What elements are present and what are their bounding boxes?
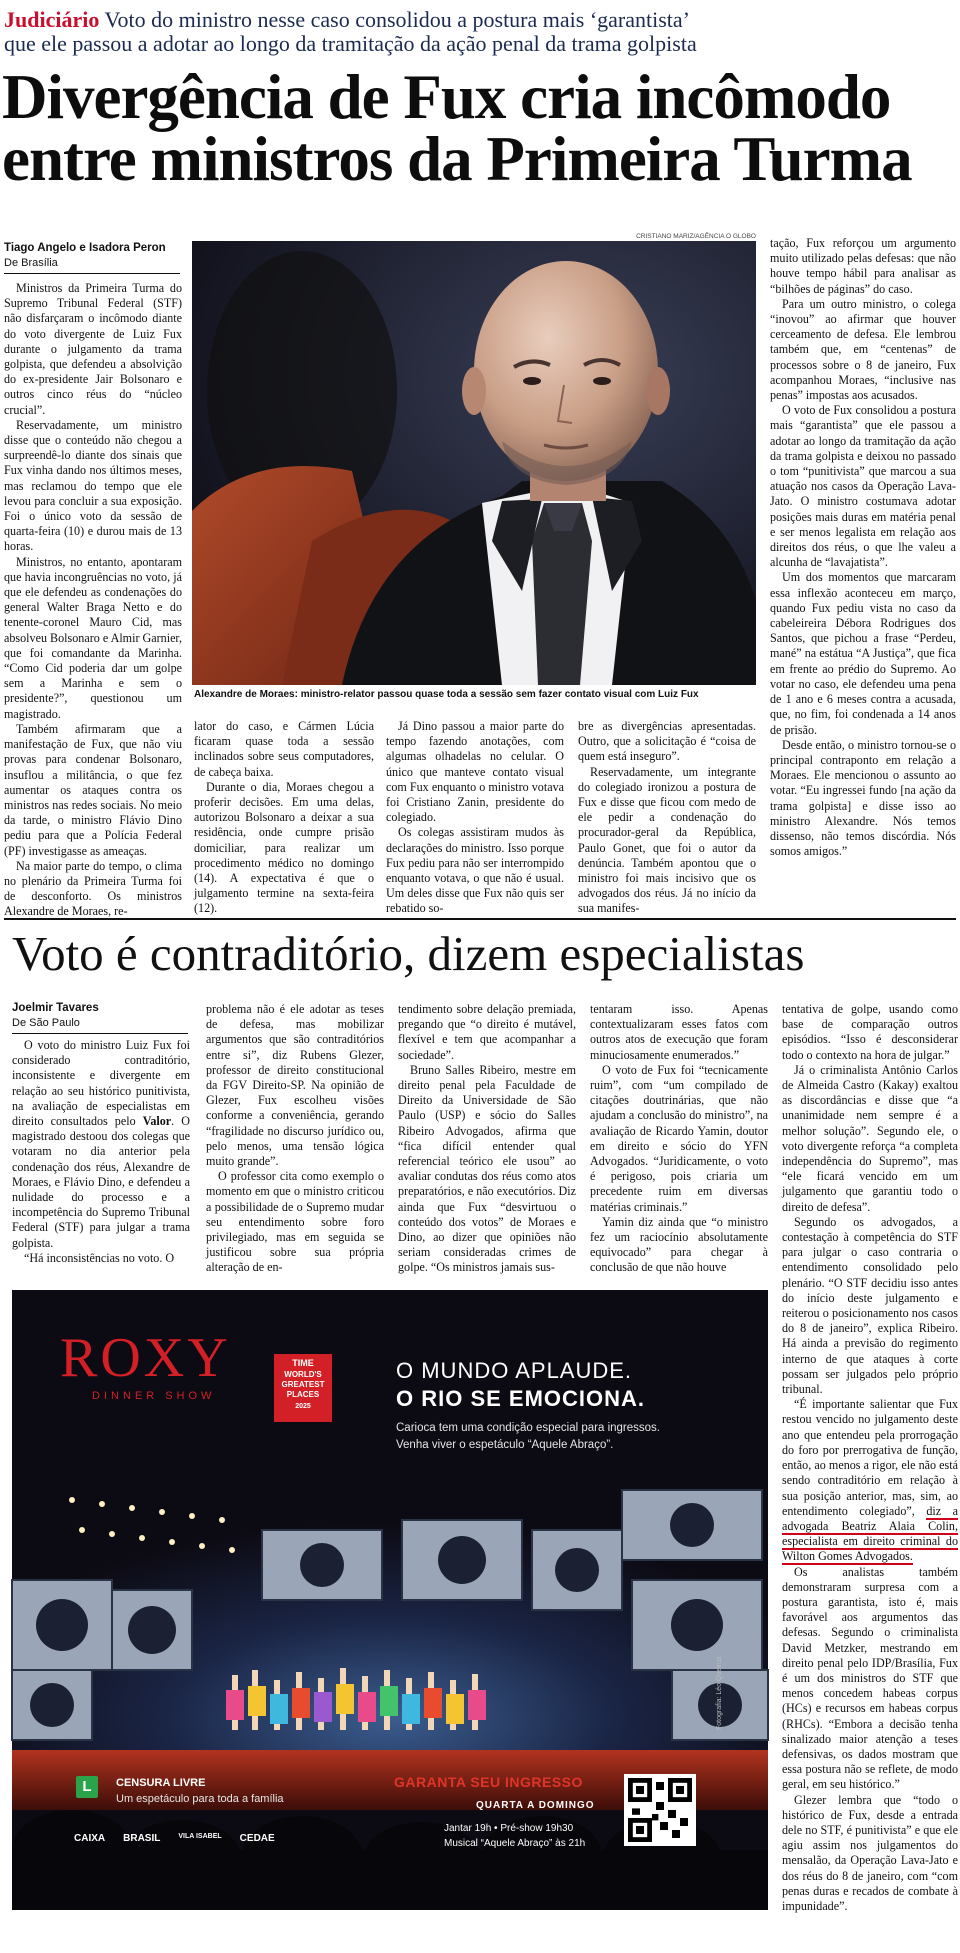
headline-line-1: Divergência de Fux cria incômodo	[2, 62, 891, 132]
photo-caption: Alexandre de Moraes: ministro-relator passou quase toda a sessão sem fazer contato visual com Luiz Fux	[194, 689, 699, 700]
headline-line-2: entre ministros da Primeira Turma	[2, 124, 912, 194]
ad-headline-2: O RIO SE EMOCIONA.	[396, 1386, 646, 1411]
article1-col2	[194, 719, 374, 916]
paragraph: Para um outro ministro, o colega “inovou” ao afirmar que houver cerceamento de defesa. Ele lembrou também que, em “centenas” de processos sobre o 8 de janeiro, Fux acompanhou Moraes, “inclusive nas penas” impostas aos acusados.	[770, 296, 956, 403]
photo-credit: CRISTIANO MARIZ/AGÊNCIA O GLOBO	[636, 233, 756, 240]
paragraph: Reservadamente, um integrante do colegiado ironizou a postura de Fux e disse que ficou com medo de ele pedir a condenação do procurador-geral da República, Paulo Gonet, que foi o autor da denúncia. Também apontou que o ministro foi mais incisivo que os advogados dos réus. Já no início da sua manifes-	[578, 764, 756, 916]
paragraph: Os colegas assistiram mudos às declarações do ministro. Isso porque Fux pediu para não ser interrompido enquanto votava, o que não é usual. Um deles disse que Fux não quis ser rebatido so-	[386, 825, 564, 916]
section-divider	[4, 918, 956, 920]
article1-col1	[4, 281, 182, 919]
paragraph: O voto de Fux foi “tecnicamente ruim”, com “um compilado de citações doutrinárias, que não ajudam a conclusão do ministro”, na avaliação de Ricardo Yamin, doutor em direito e sócio do YFN Advogados. “Juridicamente, o voto é perigoso, pois criaria um precedente ruim em diversas matérias criminais.”	[590, 1062, 768, 1214]
article2-col4	[590, 1002, 768, 1278]
paragraph: problema não é ele adotar as teses de defesa, mas mobilizar argumentos que são contraditórios entre si”, diz Rubens Glezer, professor de direito constitucional da FGV Direito-SP. Na opinião de Glezer, Fux escolheu visões conforme a conveniência, gerando “fragilidade no discurso jurídico ou, pelo menos, uma tensão lógica muito grande”.	[206, 1002, 384, 1169]
text: “É importante salientar que Fux restou vencido no julgamento deste ano que entendeu pela prorrogação do foro por prerrogativa de função, então, ao menos a rigor, ele não está sendo contraditório em relação à sua posição anterior, mas, sim, ao entendimento colegiado”,	[782, 1397, 958, 1518]
byline-rule-2	[12, 1033, 188, 1034]
time-badge	[274, 1354, 332, 1422]
article1-col4	[578, 719, 756, 916]
roxy-logo-sub: DINNER SHOW	[92, 1390, 216, 1402]
portrait-illustration	[192, 241, 756, 685]
ad-photo-credit: Fotografia: Léo Queiroz	[716, 1656, 723, 1730]
rating-icon: L	[76, 1776, 98, 1798]
paragraph: lator do caso, e Cármen Lúcia ficaram quase toda a sessão inclinados sobre seus computadores, de cabeça baixa.	[194, 719, 374, 779]
paragraph: tendimento sobre delação premiada, pregando que “o direito é mutável, flexível e tem que acompanhar a sociedade”.	[398, 1002, 576, 1062]
rating-subtitle: Um espetáculo para toda a família	[116, 1793, 284, 1805]
paragraph: Bruno Salles Ribeiro, mestre em direito penal pela Faculdade de Direito da Universidade de São Paulo (USP) e sócio do Salles Ribeiro Advogados, afirma que “fica difícil entender qual referencial teórico ele usou” ao avaliar condutas dos réus como atos preparatórios, e não executórios. Diz ainda que Fux “desvirtuou o conteúdo dos votos” de Moraes e Dino, ao dizer que opiniões não seriam consideradas crimes de golpe. “Os ministros jamais sus-	[398, 1062, 576, 1275]
section-label: Judiciário	[4, 7, 100, 32]
paragraph: “Há inconsistências no voto. O	[24, 1250, 175, 1265]
paragraph: Glezer lembra que “todo o histórico de Fux, desde a entrada dele no STF, é punitivista” e que ele agiu assim nos julgamentos do mensalão, da Operação Lava-Jato e dos réus do 8 de janeiro, com “com penas duras e recados de combate à impunidade”.	[782, 1792, 958, 1913]
ad-subline-1: Carioca tem uma condição especial para ingressos.	[396, 1422, 660, 1434]
sponsor-caixa: CAIXA	[74, 1833, 106, 1844]
ad-schedule-2: Musical “Aquele Abraço” às 21h	[444, 1838, 586, 1849]
badge-top: TIME	[292, 1358, 314, 1368]
badge-year: 2025	[295, 1403, 311, 1410]
paragraph: Os analistas também demonstraram surpresa com a postura garantista, isto é, mais favorável aos argumentos das defesas. Segundo o criminalista David Metzker, mestrando em direito penal pelo IDP/Brasília, Fux é um dos ministros do STF que menos concedem habeas corpus (HCs) e recursos em habeas corpus (RHCs). “Embora a decisão tenha sinalizado maior atenção a teses defensivas, os dados mostram que essa postura não se reflete, de modo geral, em seu histórico.”	[782, 1564, 958, 1792]
paragraph: Yamin diz ainda que “o ministro fez um raciocínio absolutamente equivocado” para chegar à conclusão de que não houve	[590, 1214, 768, 1275]
paragraph: bre as divergências apresentadas. Outro, que a solicitação é “coisa de quem está inseguro”.	[578, 719, 756, 764]
roxy-advertisement[interactable]	[12, 1290, 768, 1910]
highlighted-quote-source: diz a advogada Beatriz Alaia Colin, especialista em direito criminal do Wilton Gomes Advogados.	[782, 1503, 958, 1564]
article2-col2	[206, 1002, 384, 1278]
sponsor-cedae: CEDAE	[239, 1833, 275, 1844]
paragraph: tentaram isso. Apenas contextualizaram esses fatos com outros atos de execução que foram minuciosamente enumerados.”	[590, 1002, 768, 1062]
paragraph: Reservadamente, um ministro disse que o conteúdo não chegou a surpreendê-lo diante dos sinais que Fux vinha dando nos últimos meses, mas reclamou do tempo que ele levou para concluir a sua exposição. Foi o único voto da sessão de quarta-feira (10) e durou mais de 13 horas.	[4, 417, 182, 554]
headline	[2, 62, 958, 194]
sponsor-logos	[74, 1833, 275, 1844]
paragraph: tação, Fux reforçou um argumento muito utilizado pelas defesas: que não houve tempo hábil para analisar as “bilhões de páginas” do caso.	[770, 236, 956, 296]
paragraph: O professor cita como exemplo o momento em que o ministro criticou a possibilidade de o Supremo mudar seu entendimento sobre foro privilegiado, mas em seguida se justificou sobre sua própria alteração de en-	[206, 1169, 384, 1275]
paragraph: Um dos momentos que marcaram essa inflexão aconteceu em março, quando Fux pediu vista no caso da cabeleireira Débora Rodrigues dos Santos, que pichou a frase “Perdeu, mané” na estátua “A Justiça”, que fica em frente ao prédio do Supremo. Ao votar no caso, ele defendeu uma pena de 1 ano e 6 meses contra a acusada, que, no fim, foi condenada a 14 anos de prisão.	[770, 570, 956, 737]
text: . O magistrado destoou dos colegas que votaram no dia anterior pela condenação dos réus, Alexandre de Moraes, e Flávio Dino, e defendeu a nulidade do processo e a incompetência do Supremo Tribunal Federal (STF) para julgar a trama golpista.	[12, 1114, 190, 1250]
article1-authors: Tiago Angelo e Isadora Peron	[4, 242, 166, 254]
kicker-line-2: que ele passou a adotar ao longo da tramitação da ação penal da trama golpista	[4, 31, 697, 56]
kicker-line-1: Voto do ministro nesse caso consolidou a postura mais ‘garantista’	[104, 7, 690, 32]
paragraph: Também afirmaram que a manifestação de Fux, que não viu provas para condenar Bolsonaro, insuflou a militância, o que fez aumentar os ataques contra os ministros nas redes sociais. No meio da tarde, o ministro Flávio Dino pediu para que a Polícia Federal (PF) investigasse as ameaças.	[4, 721, 182, 858]
paragraph: tentativa de golpe, usando como base de comparação outros episódios. “Isso é desconsiderar todo o contexto na hora de julgar.”	[782, 1002, 958, 1062]
paragraph: Segundo os advogados, a contestação à competência do STF para julgar o caso contraria o entendimento consolidado pelo plenário. “O STF decidiu isso antes do início deste julgamento e reiterou o posicionamento nos casos do 8 de janeiro”, explica Ribeiro. Há ainda a previsão do regimento interno de que ataques à corte possam ser julgados pelo próprio tribunal.	[782, 1214, 958, 1397]
article2-col5	[782, 1002, 958, 1948]
article2-place: De São Paulo	[12, 1017, 80, 1029]
paragraph: Já Dino passou a maior parte do tempo fazendo anotações, com algumas olhadelas no celular. O único que manteve contato visual com Fux enquanto o ministro votava foi Cristiano Zanin, presidente do colegiado.	[386, 719, 564, 825]
article1-col3	[386, 719, 564, 916]
moraes-photo	[192, 241, 756, 685]
paragraph: Na maior parte do tempo, o clima no plenário da Primeira Turma foi de desconforto. Os ministros Alexandre de Moraes, re-	[4, 858, 182, 919]
cta-button[interactable]: GARANTA SEU INGRESSO	[394, 1774, 583, 1790]
paragraph: Ministros da Primeira Turma do Supremo Tribunal Federal (STF) não disfarçaram o incômodo diante do voto divergente de Luiz Fux durante o julgamento da trama golpista, que defendeu a absolvição do ex-presidente Jair Bolsonaro e outros cinco réus do “núcleo crucial”.	[4, 281, 182, 417]
article2-col3	[398, 1002, 576, 1278]
paragraph: Desde então, o ministro tornou-se o principal contraponto em relação a Moraes. Ele mencionou o assunto ao votar. “Eu ingressei fundo [na ação da trama golpista] e disse isso ao ministro Alexandre. Nós temos dissenso, não temos discórdia. Nós somos amigos.”	[770, 737, 956, 859]
kicker	[4, 8, 954, 56]
qr-code[interactable]	[624, 1774, 696, 1846]
ad-subline-2: Venha viver o espetáculo “Aquele Abraço”.	[396, 1439, 614, 1451]
paragraph: Ministros, no entanto, apontaram que havia incongruências no voto, já que ele defendeu as condenações do general Walter Braga Netto e do tenente-coronel Mauro Cid, mas absolveu Bolsonaro e Almir Garnier, que foi comandante da Marinha. “Como Cid poderia dar um golpe sem a Marinha e sem o presidente?”, questionou um magistrado.	[4, 554, 182, 721]
rating-title: CENSURA LIVRE	[116, 1777, 206, 1789]
paragraph: Durante o dia, Moraes chegou a proferir decisões. Em uma delas, autorizou Bolsonaro a deixar a sua residência, onde cumpre prisão domiciliar, para realizar um procedimento médico no domingo (14). A expectativa é que o julgamento termine na sexta-feira (12).	[194, 779, 374, 916]
paragraph: Já o criminalista Antônio Carlos de Almeida Castro (Kakay) exaltou as discordâncias e disse que “a unanimidade nem sempre é a melhor solução”. Segundo ele, o voto divergente reforça “a completa independência do Supremo”, mas “ele ficará vencido em um julgamento que garantiu todo o direito de defesa”.	[782, 1062, 958, 1214]
roxy-logo: ROXY	[60, 1327, 231, 1389]
text: O voto do ministro Luiz Fux foi considerado contraditório, inconsistente e divergente em relação ao seu histórico punitivista, na avaliação de especialistas em direito consultados pelo	[12, 1038, 190, 1129]
paragraph: O voto de Fux consolidou a postura mais “garantista” que ele passou a adotar ao longo da tramitação da ação da trama golpista e deixou no passado o tom “punitivista” que marcou a sua atuação nos casos da Operação Lava-Jato. O ministro costumava adotar posições mais duras em matéria penal e ser menos legalista em relação aos direitos dos réus, o que lhe valeu a alcunha de “lavajatista”.	[770, 403, 956, 570]
ad-days: QUARTA A DOMINGO	[476, 1800, 595, 1811]
byline-rule	[4, 273, 180, 274]
badge-main: WORLD'S GREATEST PLACES	[281, 1370, 325, 1399]
article1-place: De Brasília	[4, 257, 58, 269]
sponsor-brasil: BRASIL	[123, 1833, 161, 1844]
article2-headline: Voto é contraditório, dizem especialistas	[12, 926, 805, 981]
qr-code-icon	[628, 1778, 692, 1842]
article2-author: Joelmir Tavares	[12, 1002, 99, 1014]
publication-name: Valor	[142, 1114, 172, 1129]
ad-schedule-1: Jantar 19h • Pré-show 19h30	[444, 1823, 574, 1834]
sponsor-vila-isabel: VILA ISABEL	[178, 1833, 222, 1840]
ad-headline-1: O MUNDO APLAUDE.	[396, 1358, 633, 1383]
article2-col1	[12, 1038, 190, 1278]
article1-col5	[770, 236, 956, 912]
